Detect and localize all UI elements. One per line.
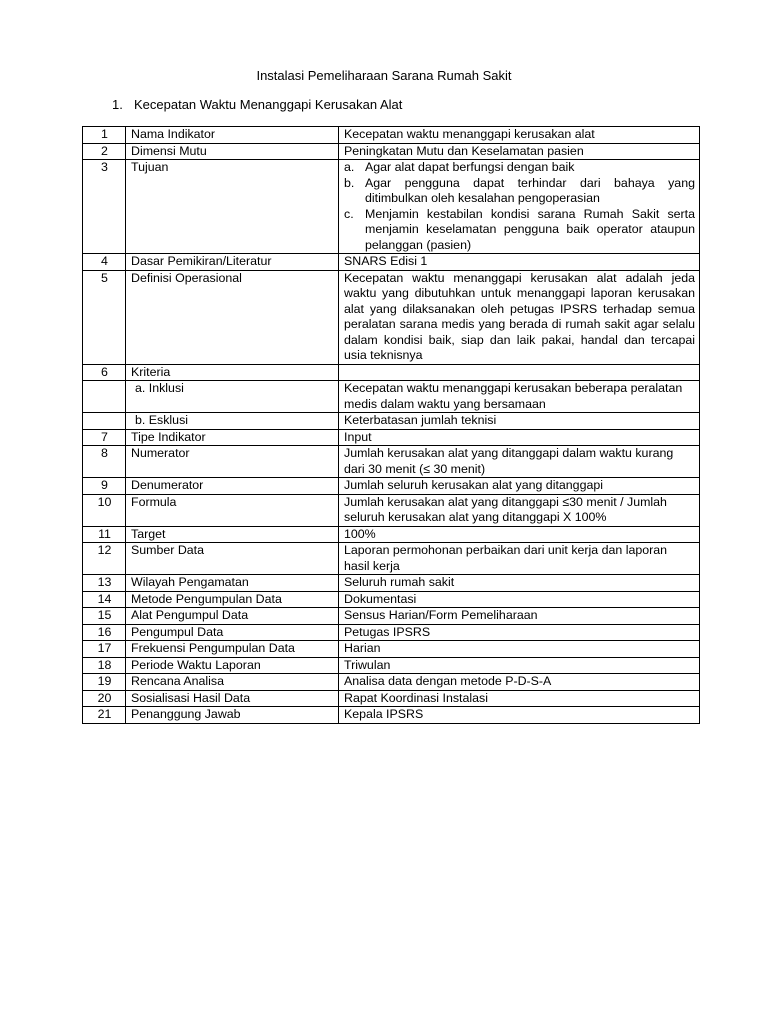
list-item [344, 207, 695, 254]
row-value: Kecepatan waktu menanggapi kerusakan beberapa peralatan medis dalam waktu yang bersamaan [339, 381, 700, 413]
table-row [83, 608, 700, 625]
row-value: Rapat Koordinasi Instalasi [339, 690, 700, 707]
indicator-table [82, 126, 700, 724]
row-label: Penanggung Jawab [126, 707, 339, 724]
row-label: Tujuan [126, 160, 339, 254]
row-number: 8 [83, 446, 126, 478]
row-value: 100% [339, 526, 700, 543]
row-label: Tipe Indikator [126, 429, 339, 446]
row-number: 21 [83, 707, 126, 724]
list-item [344, 176, 695, 207]
table-row [83, 446, 700, 478]
row-value: Laporan permohonan perbaikan dari unit kerja dan laporan hasil kerja [339, 543, 700, 575]
table-row [83, 591, 700, 608]
list-item-text: Agar pengguna dapat terhindar dari bahaya yang ditimbulkan oleh kesalahan pengoperasian [365, 175, 695, 205]
row-value: Petugas IPSRS [339, 624, 700, 641]
row-number [83, 413, 126, 430]
row-value: Peningkatan Mutu dan Keselamatan pasien [339, 143, 700, 160]
section-title: Kecepatan Waktu Menanggapi Kerusakan Alat [134, 97, 403, 112]
row-number: 13 [83, 575, 126, 592]
row-label: Kriteria [126, 364, 339, 381]
table-row [83, 494, 700, 526]
list-item [344, 160, 695, 176]
row-value: Seluruh rumah sakit [339, 575, 700, 592]
section-heading [112, 97, 402, 112]
row-label: Pengumpul Data [126, 624, 339, 641]
row-number: 9 [83, 478, 126, 495]
row-number: 4 [83, 254, 126, 271]
row-value: Input [339, 429, 700, 446]
row-label: Alat Pengumpul Data [126, 608, 339, 625]
objective-list [344, 160, 695, 253]
row-value: Jumlah seluruh kerusakan alat yang ditanggapi [339, 478, 700, 495]
row-label: Sosialisasi Hasil Data [126, 690, 339, 707]
row-label: Frekuensi Pengumpulan Data [126, 641, 339, 658]
table-row [83, 160, 700, 254]
document-title: Instalasi Pemeliharaan Sarana Rumah Sakit [256, 68, 512, 83]
row-label: b. Esklusi [126, 413, 339, 430]
row-label: Wilayah Pengamatan [126, 575, 339, 592]
row-label: a. Inklusi [126, 381, 339, 413]
table-row [83, 413, 700, 430]
row-value [339, 364, 700, 381]
table-row [83, 429, 700, 446]
row-value: Kecepatan waktu menanggapi kerusakan alat adalah jeda waktu yang dibutuhkan untuk menanggapi laporan kerusakan alat yang dilaksanakan oleh petugas IPSRS terhadap semua peralatan sarana medis yang berada di rumah sakit agar selalu dalam kondisi baik, siap dan laik pakai, handal dan tercapai usia teknisnya [339, 270, 700, 364]
row-number: 18 [83, 657, 126, 674]
table-row [83, 478, 700, 495]
row-value: Keterbatasan jumlah teknisi [339, 413, 700, 430]
table-row [83, 381, 700, 413]
row-value: Sensus Harian/Form Pemeliharaan [339, 608, 700, 625]
row-label: Dimensi Mutu [126, 143, 339, 160]
list-item-letter: b. [344, 175, 355, 190]
row-label: Periode Waktu Laporan [126, 657, 339, 674]
row-label: Nama Indikator [126, 127, 339, 144]
row-value: Kecepatan waktu menanggapi kerusakan alat [339, 127, 700, 144]
table-row [83, 543, 700, 575]
row-value: Dokumentasi [339, 591, 700, 608]
table-row [83, 143, 700, 160]
table-row [83, 657, 700, 674]
row-value: Analisa data dengan metode P-D-S-A [339, 674, 700, 691]
row-label: Rencana Analisa [126, 674, 339, 691]
row-value: SNARS Edisi 1 [339, 254, 700, 271]
row-label: Definisi Operasional [126, 270, 339, 364]
row-value: Jumlah kerusakan alat yang ditanggapi ≤30 menit / Jumlah seluruh kerusakan alat yang ditanggapi X 100% [339, 494, 700, 526]
row-label: Numerator [126, 446, 339, 478]
list-item-letter: c. [344, 206, 354, 221]
row-number: 14 [83, 591, 126, 608]
row-number: 12 [83, 543, 126, 575]
row-label: Formula [126, 494, 339, 526]
row-number: 10 [83, 494, 126, 526]
row-value: Jumlah kerusakan alat yang ditanggapi dalam waktu kurang dari 30 menit (≤ 30 menit) [339, 446, 700, 478]
table-row [83, 526, 700, 543]
list-item-text: Agar alat dapat berfungsi dengan baik [365, 160, 575, 174]
table-row [83, 624, 700, 641]
row-value: Harian [339, 641, 700, 658]
row-label: Target [126, 526, 339, 543]
row-number: 2 [83, 143, 126, 160]
table-row [83, 674, 700, 691]
table-row [83, 254, 700, 271]
row-label: Dasar Pemikiran/Literatur [126, 254, 339, 271]
list-item-letter: a. [344, 160, 355, 174]
row-number: 15 [83, 608, 126, 625]
table-row [83, 364, 700, 381]
table-row [83, 127, 700, 144]
row-number [83, 381, 126, 413]
row-label: Metode Pengumpulan Data [126, 591, 339, 608]
section-number: 1. [112, 97, 123, 112]
row-label: Denumerator [126, 478, 339, 495]
table-row [83, 641, 700, 658]
row-number: 17 [83, 641, 126, 658]
row-number: 1 [83, 127, 126, 144]
table-row [83, 575, 700, 592]
list-item-text: Menjamin kestabilan kondisi sarana Rumah Sakit serta menjamin keselamatan pengguna baik operator ataupun pelanggan (pasien) [365, 206, 695, 252]
table-row [83, 707, 700, 724]
row-value: Triwulan [339, 657, 700, 674]
row-number: 11 [83, 526, 126, 543]
row-number: 19 [83, 674, 126, 691]
table-row [83, 690, 700, 707]
row-number: 20 [83, 690, 126, 707]
table-row [83, 270, 700, 364]
row-number: 7 [83, 429, 126, 446]
row-label: Sumber Data [126, 543, 339, 575]
row-value [339, 160, 700, 254]
row-number: 3 [83, 160, 126, 254]
row-number: 5 [83, 270, 126, 364]
row-number: 6 [83, 364, 126, 381]
row-value: Kepala IPSRS [339, 707, 700, 724]
row-number: 16 [83, 624, 126, 641]
